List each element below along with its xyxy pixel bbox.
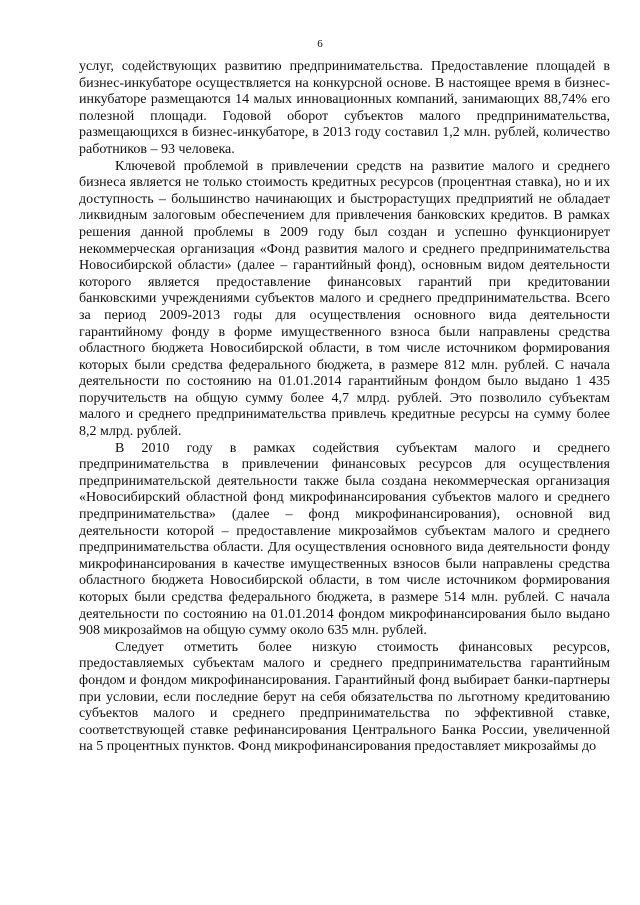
paragraph-financing-cost: Следует отметить более низкую стоимость финансовых ресурсов, предоставляемых субъектам малого и среднего предпринимательства гарантийным фондом и фондом микрофинансирования. Гарантийный фонд выбирает банки-партнеры при условии, если последние берут на себя обязательства по льготному кредитованию субъектов малого и среднего предпринимательства по эффективной ставке, соответствующей ставке рефинансирования Центрального Банка России, увеличенной на 5 процентных пунктов. Фонд микрофинансирования предоставляет микрозаймы до: [79, 639, 610, 755]
paragraph-business-incubator: услуг, содействующих развитию предпринимательства. Предоставление площадей в бизнес-инкубаторе осуществляется на конкурсной основе. В настоящее время в бизнес-инкубаторе размещаются 14 малых инновационных компаний, занимающих 88,74% его полезной площади. Годовой оборот субъектов малого предпринимательства, размещающихся в бизнес-инкубаторе, в 2013 году составил 1,2 млн. рублей, количество работников – 93 человека.: [79, 59, 610, 157]
document-body: [79, 59, 610, 756]
paragraph-microfinance-fund: В 2010 году в рамках содействия субъектам малого и среднего предпринимательства в привлечении финансовых ресурсов для осуществления предпринимательской деятельности также была создана некоммерческая организация «Новосибирский областной фонд микрофинансирования субъектов малого и среднего предпринимательства» (далее – фонд микрофинансирования), основной вид деятельности которой – предоставление микрозаймов субъектам малого и среднего предпринимательства области. Для осуществления основного вида деятельности фонду микрофинансирования в качестве имущественных взносов были направлены средства областного бюджета Новосибирской области, в том числе источником формирования которых были средства федерального бюджета, в размере 514 млн. рублей. С начала деятельности по состоянию на 01.01.2014 фондом микрофинансирования было выдано 908 микрозаймов на общую сумму около 635 млн. рублей.: [79, 440, 610, 639]
paragraph-guarantee-fund: Ключевой проблемой в привлечении средств на развитие малого и среднего бизнеса является не только стоимость кредитных ресурсов (процентная ставка), но и их доступность – большинство начинающих и быстрорастущих предприятий не обладает ликвидным залоговым обеспечением для привлечения банковских кредитов. В рамках решения данной проблемы в 2009 году был создан и успешно функционирует некоммерческая организация «Фонд развития малого и среднего предпринимательства Новосибирской области» (далее – гарантийный фонд), основным видом деятельности которого является предоставление финансовых гарантий при кредитовании банковскими учреждениями субъектов малого и среднего предпринимательства. Всего за период 2009-2013 годы для осуществления основного вида деятельности гарантийному фонду в форме имущественного взноса были направлены средства областного бюджета Новосибирской области, в том числе источником формирования которых были средства федерального бюджета, в размере 812 млн. рублей. С начала деятельности по состоянию на 01.01.2014 гарантийным фондом было выдано 1 435 поручительств на общую сумму более 4,7 млрд. рублей. Это позволило субъектам малого и среднего предпринимательства привлечь кредитные ресурсы на сумму более 8,2 млрд. рублей.: [79, 158, 610, 440]
page-number: 6: [317, 38, 323, 50]
